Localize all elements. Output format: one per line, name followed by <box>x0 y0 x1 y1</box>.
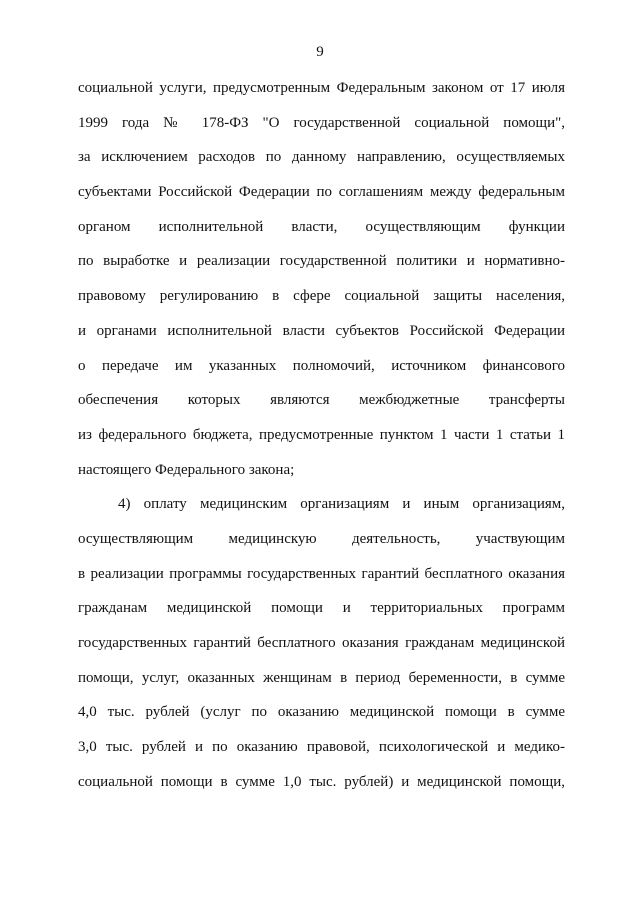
text-line: в реализации программы государственных гарантий бесплатного оказания <box>78 565 565 582</box>
text-line: из федерального бюджета, предусмотренные пунктом 1 части 1 статьи 1 <box>78 426 565 443</box>
text-line: социальной помощи в сумме 1,0 тыс. рублей) и медицинской помощи, <box>78 773 565 790</box>
text-line: помощи, услуг, оказанных женщинам в период беременности, в сумме <box>78 669 565 686</box>
document-body <box>78 75 565 803</box>
text-line: гражданам медицинской помощи и территориальных программ <box>78 600 565 617</box>
text-line: за исключением расходов по данному направлению, осуществляемых <box>78 149 565 166</box>
text-line: 4) оплату медицинским организациям и иным организациям, <box>118 496 565 513</box>
text-line: настоящего Федерального закона; <box>78 461 295 478</box>
text-line: о передаче им указанных полномочий, источником финансового <box>78 357 565 374</box>
text-line: субъектами Российской Федерации по соглашениям между федеральным <box>78 184 565 201</box>
text-line: 4,0 тыс. рублей (услуг по оказанию медицинской помощи в сумме <box>78 704 565 721</box>
text-line: осуществляющим медицинскую деятельность, участвующим <box>78 530 565 547</box>
text-line: по выработке и реализации государственной политики и нормативно- <box>78 253 565 270</box>
text-line: социальной услуги, предусмотренным Федеральным законом от 17 июля <box>78 80 565 96</box>
text-line: 1999 года № 178-ФЗ "О государственной социальной помощи", <box>78 114 565 131</box>
text-line: правовому регулированию в сфере социальной защиты населения, <box>78 288 565 305</box>
text-line: государственных гарантий бесплатного оказания гражданам медицинской <box>78 635 565 651</box>
text-line: обеспечения которых являются межбюджетные трансферты <box>78 392 565 409</box>
text-line: и органами исполнительной власти субъектов Российской Федерации <box>78 322 565 339</box>
page-number: 9 <box>316 44 324 60</box>
text-line: 3,0 тыс. рублей и по оказанию правовой, психологической и медико- <box>78 739 565 756</box>
text-line: органом исполнительной власти, осуществляющим функции <box>78 218 565 235</box>
